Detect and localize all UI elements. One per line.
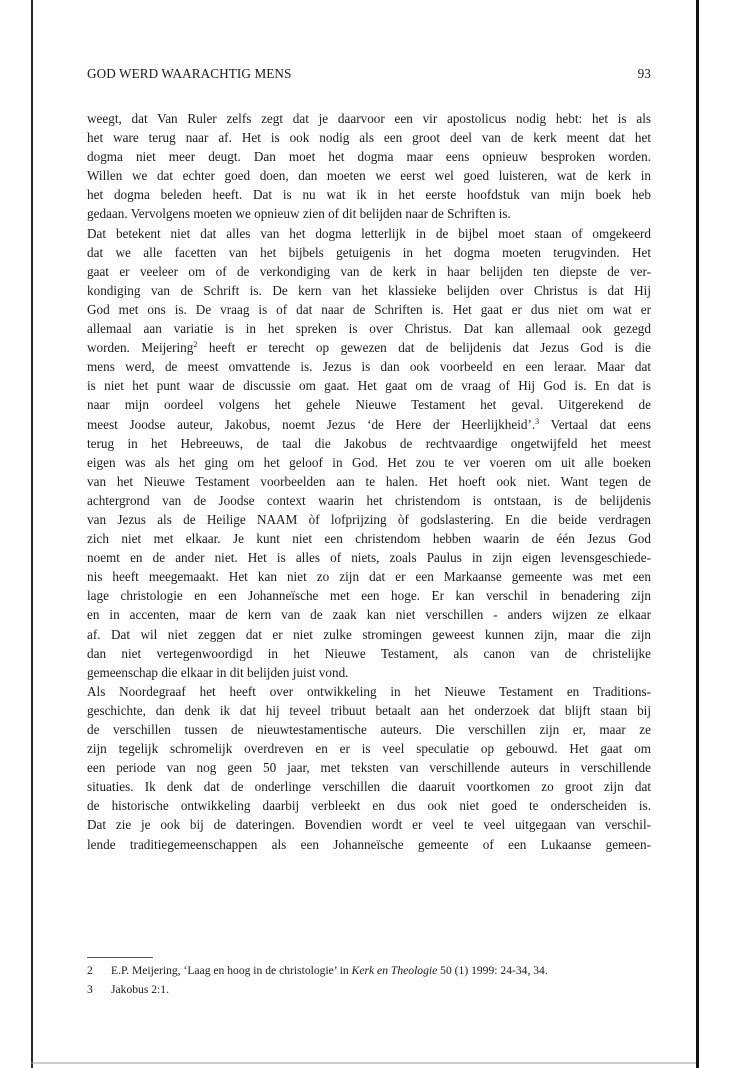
footnote-number: 2	[87, 964, 93, 977]
text-line: gedaan. Vervolgens moeten we opnieuw zien of dit belijden naar de Schriften is.	[87, 206, 511, 222]
text-line: het ware terug naar af. Het is ook nodig als een groot deel van de kerk meent dat het	[87, 130, 651, 146]
text-line: Dat betekent niet dat alles van het dogma letterlijk in de bijbel moet staan of omgekeerd	[87, 225, 651, 241]
page-edge-bottom	[31, 1062, 696, 1064]
text-line: weegt, dat Van Ruler zelfs zegt dat je daarvoor een vir apostolicus nodig hebt: het is als	[87, 111, 651, 126]
text-line: God met ons is. De vraag is of dat naar de Schriften is. Het gaat er dus niet om wat er	[87, 301, 651, 317]
text-line: naar mijn oordeel volgens het gehele Nieuwe Testament het geval. Uitgerekend de	[87, 397, 651, 413]
text-line: is niet het punt waar de discussie om gaat. Het gaat om de vraag of Hij God is. En dat is	[87, 378, 651, 394]
text-line: het dogma beleden heeft. Dat is nu wat ik in het eerste hoofdstuk van mijn boek heb	[87, 187, 651, 203]
text-line: van Jezus als de Heilige NAAM òf lofprijzing òf godslastering. En die beide verdragen	[87, 511, 651, 527]
footnote-text: Jakobus 2:1.	[111, 982, 169, 996]
footnote	[87, 962, 677, 981]
text-line: Willen we dat echter goed doen, dan moeten we eerst wel goed luisteren, wat de kerk in	[87, 168, 651, 184]
footnote-divider	[87, 957, 153, 958]
footnote-ref: 2	[193, 340, 198, 350]
text-line: dan niet vertegenwoordigd in het Nieuwe Testament, als canon van de christelijke	[87, 645, 651, 661]
text-line: situaties. Ik denk dat de onderlinge verschillen die daaruit voortkomen zo groot zijn dat	[87, 779, 651, 795]
page-number: 93	[637, 66, 651, 81]
text-line: nis heeft meegemaakt. Het kan niet zo zijn dat er een Markaanse gemeente was met een	[87, 569, 651, 585]
text-line: mens werd, de meest omvattende is. Jezus is dan ook voorbeeld en een leraar. Maar dat	[87, 359, 651, 375]
text-line: achtergrond van de Joodse context waarin het christendom is ontstaan, is de belijdenis	[87, 492, 651, 508]
text-line: gemeenschap die elkaar in dit belijden juist vond.	[87, 664, 349, 680]
footnote-ref: 3	[535, 416, 540, 426]
text-line: noemt en de ander niet. Het is alles of niets, zoals Paulus in zijn eigen levensgeschiede-	[87, 550, 651, 566]
text-line	[87, 338, 651, 357]
text-line: de historische ontwikkeling daarbij verbleekt en dus ook niet goed te onderscheiden is.	[87, 798, 651, 814]
text-line: zich niet met elkaar. Je kunt niet een christendom hebben waarin de één Jezus God	[87, 531, 651, 547]
text-line: gaat er veeleer om of de verkondiging van de kerk in haar belijden ten diepste de ver-	[87, 263, 651, 279]
footnote-number: 3	[87, 982, 93, 996]
text-segment: heeft er terecht op gewezen dat de belijdenis dat Jezus God is die	[197, 340, 651, 356]
text-line: van het Nieuwe Testament voorbeelden aan te halen. Het hoeft ook niet. Want tegen de	[87, 473, 651, 489]
text-line: terug in het Hebreeuws, de taal die Jakobus de rechtvaardige ongetwijfeld het meest	[87, 435, 651, 451]
footnote-text: E.P. Meijering, ‘Laag en hoog in de christologie’ in	[111, 964, 352, 977]
footnotes	[87, 962, 677, 999]
text-segment: Vertaal dat eens	[539, 416, 651, 432]
text-line: dogma niet meer deugt. Dan moet het dogma maar eens opnieuw besproken worden.	[87, 149, 651, 165]
body-text	[87, 109, 651, 854]
footnote-text: 50 (1) 1999: 24-34, 34.	[437, 964, 548, 977]
text-line: geschichte, dan denk ik dat hij teveel tribuut betaalt aan het onderzoek dat blijft staan bij	[87, 702, 651, 718]
text-line: af. Dat wil niet zeggen dat er niet zulke stromingen geweest kunnen zijn, maar die zijn	[87, 626, 651, 642]
text-segment: worden. Meijering	[87, 340, 194, 356]
text-line: allemaal aan variatie is in het spreken is over Christus. Dat kan allemaal ook gezegd	[87, 321, 651, 337]
text-line: een periode van nog geen 50 jaar, met teksten van verschillende auteurs in verschillende	[87, 760, 651, 776]
page-edge-right	[696, 0, 699, 1068]
page-edge-left	[31, 0, 33, 1068]
page-header	[87, 66, 651, 84]
footnote	[87, 981, 677, 1000]
footnote-journal-title: Kerk en Theologie	[351, 964, 438, 977]
text-line: lage christologie en een Johanneïsche met een hoge. Er kan verschil in benadering zijn	[87, 588, 651, 604]
text-segment: meest Joodse auteur, Jakobus, noemt Jezus ‘de Here der Heerlijkheid’.	[87, 416, 536, 432]
text-line: Als Noordegraaf het heeft over ontwikkeling in het Nieuwe Testament en Traditions-	[87, 683, 651, 699]
text-line: en in accenten, maar de kern van de zaak kan niet verschillen - anders wijzen ze elkaar	[87, 607, 651, 623]
text-line: Dat zie je ook bij de dateringen. Bovendien wordt er veel te veel uitgegaan van verschil-	[87, 817, 651, 833]
text-line: zijn tegelijk schromelijk overdreven en er is veel speculatie op gebouwd. Het gaat om	[87, 741, 651, 757]
text-line: dat we alle facetten van het bijbels getuigenis in het dogma moeten terugvinden. Het	[87, 244, 651, 260]
text-line: eigen was als het ging om het geloof in God. Het zou te ver voeren om uit alle boeken	[87, 454, 651, 470]
text-line: kondiging van de Schrift is. De kern van het klassieke belijden over Christus is dat Hij	[87, 282, 651, 298]
text-line: lende traditiegemeenschappen als een Johanneïsche gemeente of een Lukaanse gemeen-	[87, 836, 651, 852]
text-line: de verschillen tussen de nieuwtestamentische auteurs. Die verschillen zijn er, maar ze	[87, 722, 651, 737]
text-line	[87, 415, 651, 434]
running-title: GOD WERD WAARACHTIG MENS	[87, 66, 292, 81]
